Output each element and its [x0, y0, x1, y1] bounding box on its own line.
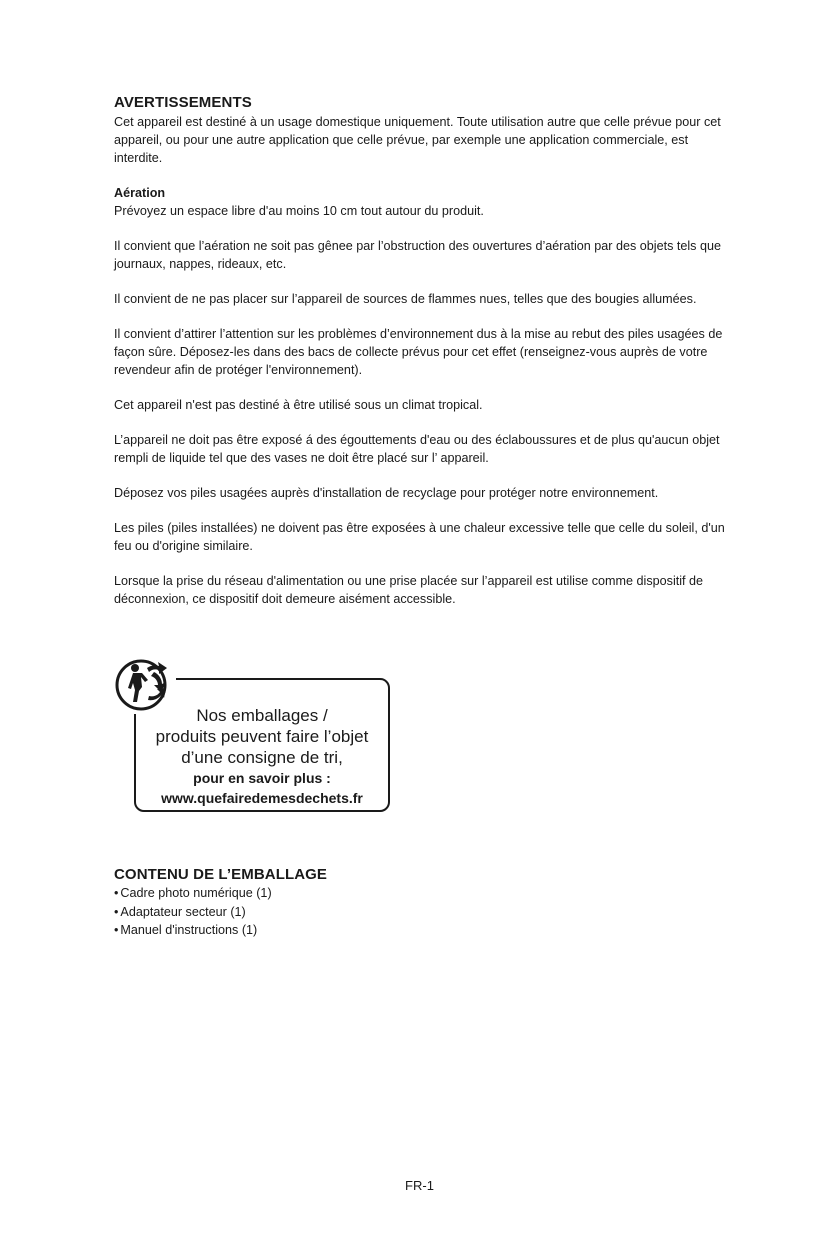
- warning-paragraph: Prévoyez un espace libre d'au moins 10 cm tout autour du produit.: [114, 204, 484, 218]
- list-item: • Cadre photo numérique (1): [114, 884, 734, 903]
- ventilation-title: Aération: [114, 186, 166, 200]
- page-number: FR-1: [405, 1178, 434, 1193]
- warning-paragraph: Lorsque la prise du réseau d'alimentation ou une prise placée sur l’appareil est utilise comme dispositif de déconnexion, ce dispositif doit demeure aisément accessible.: [114, 574, 704, 606]
- list-item: • Manuel d'instructions (1): [114, 921, 734, 940]
- warning-paragraph: Il convient d’attirer l’attention sur les problèmes d’environnement dus à la mise au rebut des piles usagées de façon sûre. Déposez-les dans des bacs de collecte prévus pour cet effet (renseignez-vous auprès de votre revendeur afin de protéger l'environnement).: [114, 327, 723, 377]
- warning-paragraph: Il convient que l’aération ne soit pas gênee par l’obstruction des ouvertures d’aération par des objets tels que journaux, nappes, rideaux, etc.: [114, 239, 721, 271]
- package-contents-list: [114, 884, 734, 940]
- warnings-intro: Cet appareil est destiné à un usage domestique uniquement. Toute utilisation autre que celle prévue pour cet appareil, ou pour une autre application que celle prévue, par exemple une application commerciale, est interdite.: [114, 115, 721, 165]
- warnings-title: AVERTISSEMENTS: [114, 94, 252, 111]
- warning-paragraph: Déposez vos piles usagées auprès d'installation de recyclage pour protéger notre environnement.: [114, 486, 659, 500]
- recycling-line-3: d’une consigne de tri,: [181, 748, 343, 767]
- list-item: • Adaptateur secteur (1): [114, 903, 734, 922]
- package-contents-section: [114, 866, 734, 940]
- package-contents-title: CONTENU DE L’EMBALLAGE: [114, 866, 328, 883]
- warning-paragraph: Les piles (piles installées) ne doivent pas être exposées à une chaleur excessive telle que celle du soleil, d'un feu ou d'origine similaire.: [114, 521, 725, 553]
- warnings-section: [114, 94, 734, 608]
- recycling-url: www.quefairedemesdechets.fr: [161, 790, 363, 806]
- recycling-line-1: Nos emballages /: [196, 706, 328, 725]
- triman-icon: [114, 652, 176, 714]
- warning-paragraph: L’appareil ne doit pas être exposé á des égouttements d'eau ou des éclaboussures et de plus qu'aucun objet rempli de liquide tel que des vases ne doit être placé sur l’ appareil.: [114, 433, 720, 465]
- recycling-logo: [114, 652, 394, 814]
- recycling-line-4: pour en savoir plus :: [193, 770, 331, 786]
- warning-paragraph: Cet appareil n'est pas destiné à être utilisé sous un climat tropical.: [114, 398, 483, 412]
- warning-paragraph: Il convient de ne pas placer sur l’appareil de sources de flammes nues, telles que des bougies allumées.: [114, 292, 697, 306]
- recycling-line-2: produits peuvent faire l’objet: [155, 727, 369, 746]
